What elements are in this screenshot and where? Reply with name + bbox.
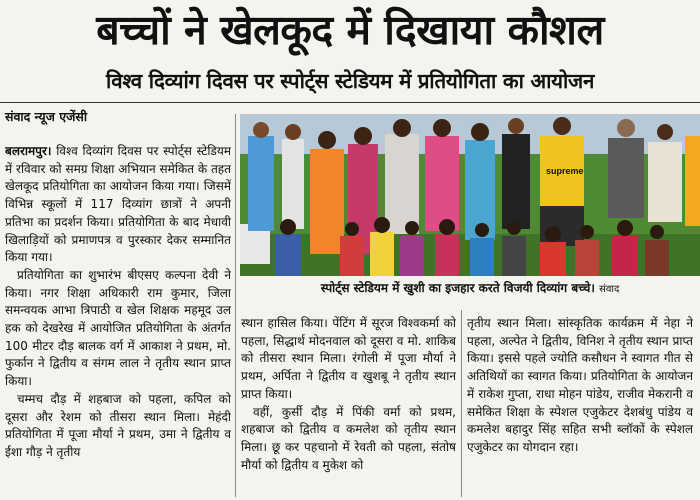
column-divider — [235, 114, 236, 497]
header-rule — [0, 102, 700, 103]
article-column-3 — [467, 315, 693, 497]
article-paragraph: तृतीय स्थान मिला। सांस्कृतिक कार्यक्रम में नेहा ने पहला, अल्पेत ने द्वितीय, विनिश ने तृतीय स्थान प्राप्त किया। इससे पहले ज्योति कसौधन ने स्वागत गीत से अतिथियों का स्वागत किया। प्रतियोगिता के आयोजन में राकेश गुप्ता, राधा मोहन पांडेय, राजीव मेकरानी व समेकित शिक्षा के स्पेशल एजुकेटर देशबंधु पांडेय व कमलेश बहादुर सिंह सहित सभी ब्लॉकों के स्पेशल एजुकेटर का योगदान रहा। — [467, 316, 693, 454]
article-paragraph: स्थान हासिल किया। पेंटिंग में सूरज विश्वकर्मा को पहला, सिद्धार्थ मोदनवाल को दूसरा व मो. शाकिब को तीसरा स्थान मिला। रंगोली में पूजा मौर्या ने प्रथम, अर्पिता ने द्वितीय व खुशबू ने तृतीय स्थान प्राप्त किया। — [241, 316, 456, 401]
photo-caption — [240, 278, 700, 298]
news-photo — [240, 114, 700, 276]
headline: बच्चों ने खेलकूद में दिखाया कौशल — [96, 6, 604, 54]
byline: संवाद न्यूज एजेंसी — [5, 109, 88, 124]
column-divider — [461, 310, 462, 497]
article-paragraph — [5, 143, 231, 267]
shirt-text: supreme — [546, 166, 584, 176]
article-column-1 — [5, 143, 231, 497]
article-paragraph: चम्मच दौड़ में शहबाज को पहला, कपिल को दूसरा और रेशम को तीसरा स्थान मिला। मेहंदी प्रतियोगिता में पूजा मौर्या ने प्रथम, उमा ने द्वितीय व ईशा गौड़ ने तृतीय — [5, 391, 231, 459]
paragraph-text: विश्व दिव्यांग दिवस पर स्पोर्ट्स स्टेडियम में रविवार को समग्र शिक्षा अभियान समेकित के तहत खेलकूद प्रतियोगिता का आयोजन किया गया। जिसमें विभिन्न स्कूलों में 117 दिव्यांग छात्रों ने अपनी प्रतिभा का प्रदर्शन किया। प्रतियोगिता के बाद मेधावी खिलाड़ियों को प्रमाणपत्र व पुरस्कार देकर सम्मानित किया गया। — [5, 144, 231, 265]
caption-credit: संवाद — [599, 284, 620, 295]
caption-text: स्पोर्ट्स स्टेडियम में खुशी का इजहार करते विजयी दिव्यांग बच्चे। — [320, 281, 595, 295]
article-paragraph: वहीं, कुर्सी दौड़ में पिंकी वर्मा को प्रथम, शहबाज को द्वितीय व कमलेश को तृतीय स्थान मिला। छू कर पहचानो में रेवती को पहला, संतोष मौर्या को द्वितीय व मुकेश को — [241, 404, 456, 472]
article-column-2 — [241, 315, 456, 497]
article-paragraph: प्रतियोगिता का शुभारंभ बीएसए कल्पना देवी ने किया। नगर शिक्षा अधिकारी राम कुमार, जिला समन्वयक आभा त्रिपाठी व खेल शिक्षक महमूद उल हक को देखरेख में आयोजित प्रतियोगिता के अंतर्गत 100 मीटर दौड़ बालक वर्ग में आकाश ने प्रथम, मो. फुर्कान ने द्वितीय व संगम लाल ने तृतीय स्थान प्राप्त किया। — [5, 267, 231, 389]
dateline: बलरामपुर। — [5, 144, 52, 158]
subheadline: विश्व दिव्यांग दिवस पर स्पोर्ट्स स्टेडियम में प्रतियोगिता का आयोजन — [105, 69, 595, 93]
photo-illustration — [240, 114, 700, 276]
